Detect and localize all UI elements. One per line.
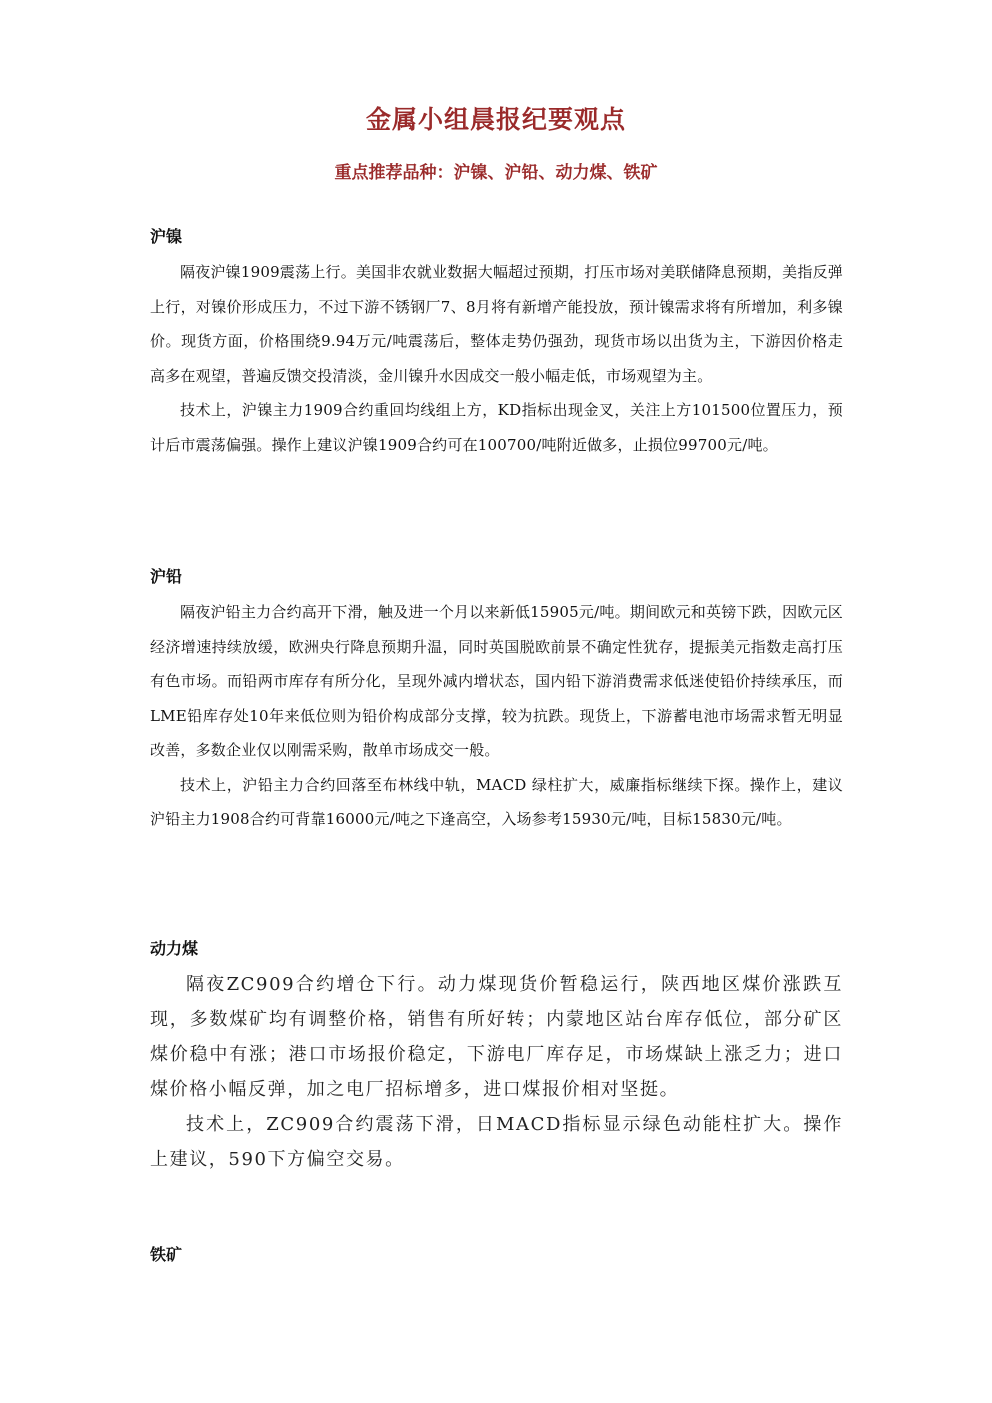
- section-heading: 沪铅: [150, 567, 183, 586]
- document-subtitle: 重点推荐品种：沪镍、沪铅、动力煤、铁矿: [334, 163, 658, 183]
- section-heading: 铁矿: [150, 1245, 183, 1264]
- paragraph: 隔夜ZC909合约增仓下行。动力煤现货价暂稳运行，陕西地区煤价涨跌互现，多数煤矿均有调整价格，销售有所好转；内蒙地区站台库存低位，部分矿区煤价稳中有涨；港口市场报价稳定，下游电厂库存足，市场煤缺上涨乏力；进口煤价格小幅反弹，加之电厂招标增多，进口煤报价相对坚挺。: [150, 974, 843, 1100]
- section-iron-ore: [150, 1244, 843, 1273]
- section-thermal-coal: [150, 938, 843, 1177]
- paragraph: 技术上，沪镍主力1909合约重回均线组上方，KD指标出现金叉，关注上方101500位置压力，预计后市震荡偏强。操作上建议沪镍1909合约可在100700/吨附近做多，止损位99700元/吨。: [150, 401, 843, 454]
- section-heading: 沪镍: [150, 227, 183, 246]
- paragraph: 技术上，沪铅主力合约回落至布林线中轨，MACD 绿柱扩大，威廉指标继续下探。操作上，建议沪铅主力1908合约可背靠16000元/吨之下逢高空，入场参考15930元/吨，目标15830元/吨。: [150, 775, 843, 828]
- paragraph: 隔夜沪镍1909震荡上行。美国非农就业数据大幅超过预期，打压市场对美联储降息预期，美指反弹上行，对镍价形成压力，不过下游不锈钢厂7、8月将有新增产能投放，预计镍需求将有所增加，利多镍价。现货方面，价格围绕9.94万元/吨震荡后，整体走势仍强劲，现货市场以出货为主，下游因价格走高多在观望，普遍反馈交投清淡，金川镍升水因成交一般小幅走低，市场观望为主。: [150, 263, 843, 385]
- document-title: 金属小组晨报纪要观点: [365, 105, 626, 134]
- section-heading: 动力煤: [150, 939, 199, 958]
- paragraph: 隔夜沪铅主力合约高开下滑，触及进一个月以来新低15905元/吨。期间欧元和英镑下跌，因欧元区经济增速持续放缓，欧洲央行降息预期升温，同时英国脱欧前景不确定性犹存，提振美元指数走高打压有色市场。而铅两市库存有所分化，呈现外减内增状态，国内铅下游消费需求低迷使铅价持续承压，而LME铅库存处10年来低位则为铅价构成部分支撑，较为抗跌。现货上，下游蓄电池市场需求暂无明显改善，多数企业仅以刚需采购，散单市场成交一般。: [150, 603, 843, 759]
- section-lead: [150, 566, 843, 837]
- paragraph: 技术上，ZC909合约震荡下滑，日MACD指标显示绿色动能柱扩大。操作上建议，590下方偏空交易。: [150, 1114, 843, 1170]
- section-nickel: [150, 226, 843, 462]
